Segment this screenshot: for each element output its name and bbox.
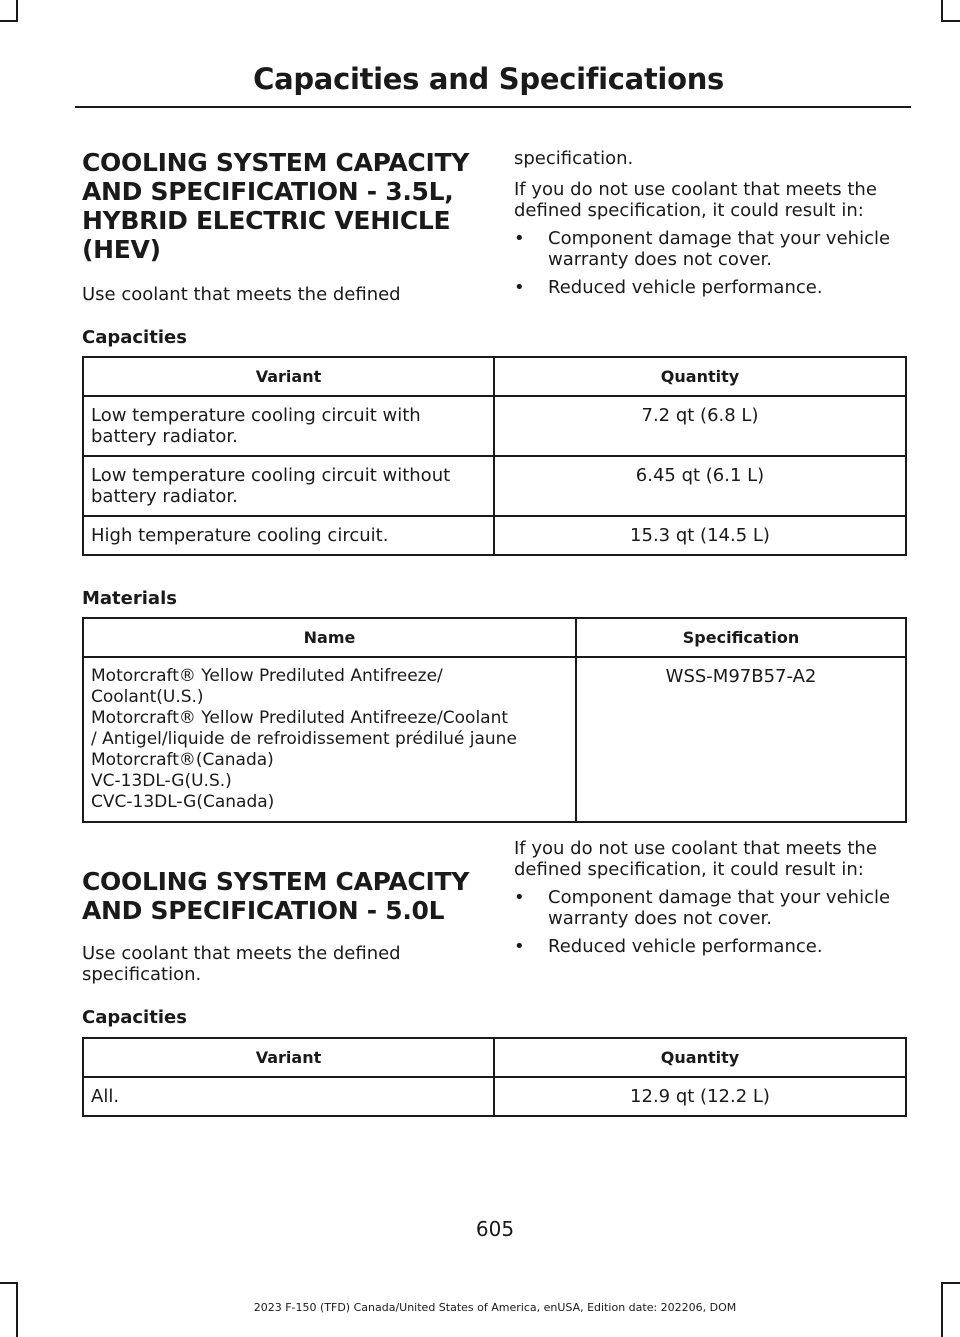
list-item: • Reduced vehicle performance.	[514, 277, 823, 298]
table-cell: High temperature cooling circuit.	[83, 516, 494, 555]
section2-intro: Use coolant that meets the defined specification.	[82, 943, 401, 985]
header-rule	[75, 106, 911, 108]
table-header-row	[83, 1038, 906, 1077]
page-header-title: Capacities and Specifications	[253, 62, 724, 96]
table-row	[83, 396, 906, 456]
list-item: • Component damage that your vehicle warranty does not cover.	[514, 228, 891, 270]
material-spec-cell: WSS-M97B57-A2	[576, 657, 906, 822]
column-header: Quantity	[494, 357, 906, 396]
column-header: Name	[83, 618, 576, 657]
table-cell: 15.3 qt (14.5 L)	[494, 516, 906, 555]
section2-heading	[82, 867, 492, 925]
section1-right	[514, 148, 909, 298]
list-item: • Component damage that your vehicle warranty does not cover.	[514, 887, 891, 929]
table-cell: 7.2 qt (6.8 L)	[494, 396, 906, 456]
table-row	[83, 657, 906, 822]
capacities-table	[82, 356, 907, 556]
crop-mark	[16, 0, 18, 20]
column-header: Variant	[83, 1038, 494, 1077]
section1-warning: If you do not use coolant that meets the defined specification, it could result in:	[514, 179, 877, 221]
page-number: 605	[475, 1217, 515, 1241]
heading-line: (HEV)	[82, 235, 161, 264]
column-header: Specification	[576, 618, 906, 657]
table-header-row	[83, 357, 906, 396]
heading-line: AND SPECIFICATION - 3.5L,	[82, 177, 454, 206]
section1-left	[82, 148, 492, 305]
table-cell: Low temperature cooling circuit with battery radiator.	[83, 396, 494, 456]
table-row	[83, 456, 906, 516]
heading-line: AND SPECIFICATION - 5.0L	[82, 896, 445, 925]
section1-bullets	[514, 228, 909, 298]
table-cell: Low temperature cooling circuit without battery radiator.	[83, 456, 494, 516]
table-cell: All.	[83, 1077, 494, 1116]
section2-warning: If you do not use coolant that meets the defined specification, it could result in:	[514, 838, 877, 880]
section1-intro: Use coolant that meets the defined	[82, 284, 401, 305]
crop-mark	[0, 20, 18, 22]
bullet-icon: •	[514, 277, 525, 298]
table-row	[83, 516, 906, 555]
heading-line: HYBRID ELECTRIC VEHICLE	[82, 206, 451, 235]
section1-intro-cont: specification.	[514, 148, 634, 169]
crop-mark	[941, 20, 960, 22]
table-cell: 6.45 qt (6.1 L)	[494, 456, 906, 516]
list-item: • Reduced vehicle performance.	[514, 936, 823, 957]
column-header: Quantity	[494, 1038, 906, 1077]
table-row	[83, 1077, 906, 1116]
capacities-table-5l	[82, 1037, 907, 1117]
materials-table	[82, 617, 907, 823]
crop-mark	[941, 0, 943, 20]
material-name-cell: Motorcraft® Yellow Prediluted Antifreeze/ Coolant(U.S.) Motorcraft® Yellow Prediluted Antifreeze/Coolant / Antigel/liquide de refroidissement prédilué jaune Motorcraft®(Canada) VC-13DL-G(U.S.) CVC-13DL-G(Canada)	[83, 657, 576, 822]
bullet-icon: •	[514, 887, 525, 908]
bullet-icon: •	[514, 228, 525, 249]
heading-line: COOLING SYSTEM CAPACITY	[82, 867, 470, 896]
capacities-title: Capacities	[82, 1007, 187, 1028]
bullet-icon: •	[514, 936, 525, 957]
edition-line: 2023 F-150 (TFD) Canada/United States of America, enUSA, Edition date: 202206, DOM	[253, 1301, 737, 1314]
section2-left	[82, 867, 492, 985]
crop-mark	[941, 1282, 960, 1284]
section1-heading	[82, 148, 492, 264]
table-cell: 12.9 qt (12.2 L)	[494, 1077, 906, 1116]
column-header: Variant	[83, 357, 494, 396]
section2-bullets	[514, 887, 909, 957]
materials-title: Materials	[82, 588, 177, 609]
section2-right	[514, 838, 909, 957]
table-header-row	[83, 618, 906, 657]
capacities-title: Capacities	[82, 327, 187, 348]
heading-line: COOLING SYSTEM CAPACITY	[82, 148, 470, 177]
